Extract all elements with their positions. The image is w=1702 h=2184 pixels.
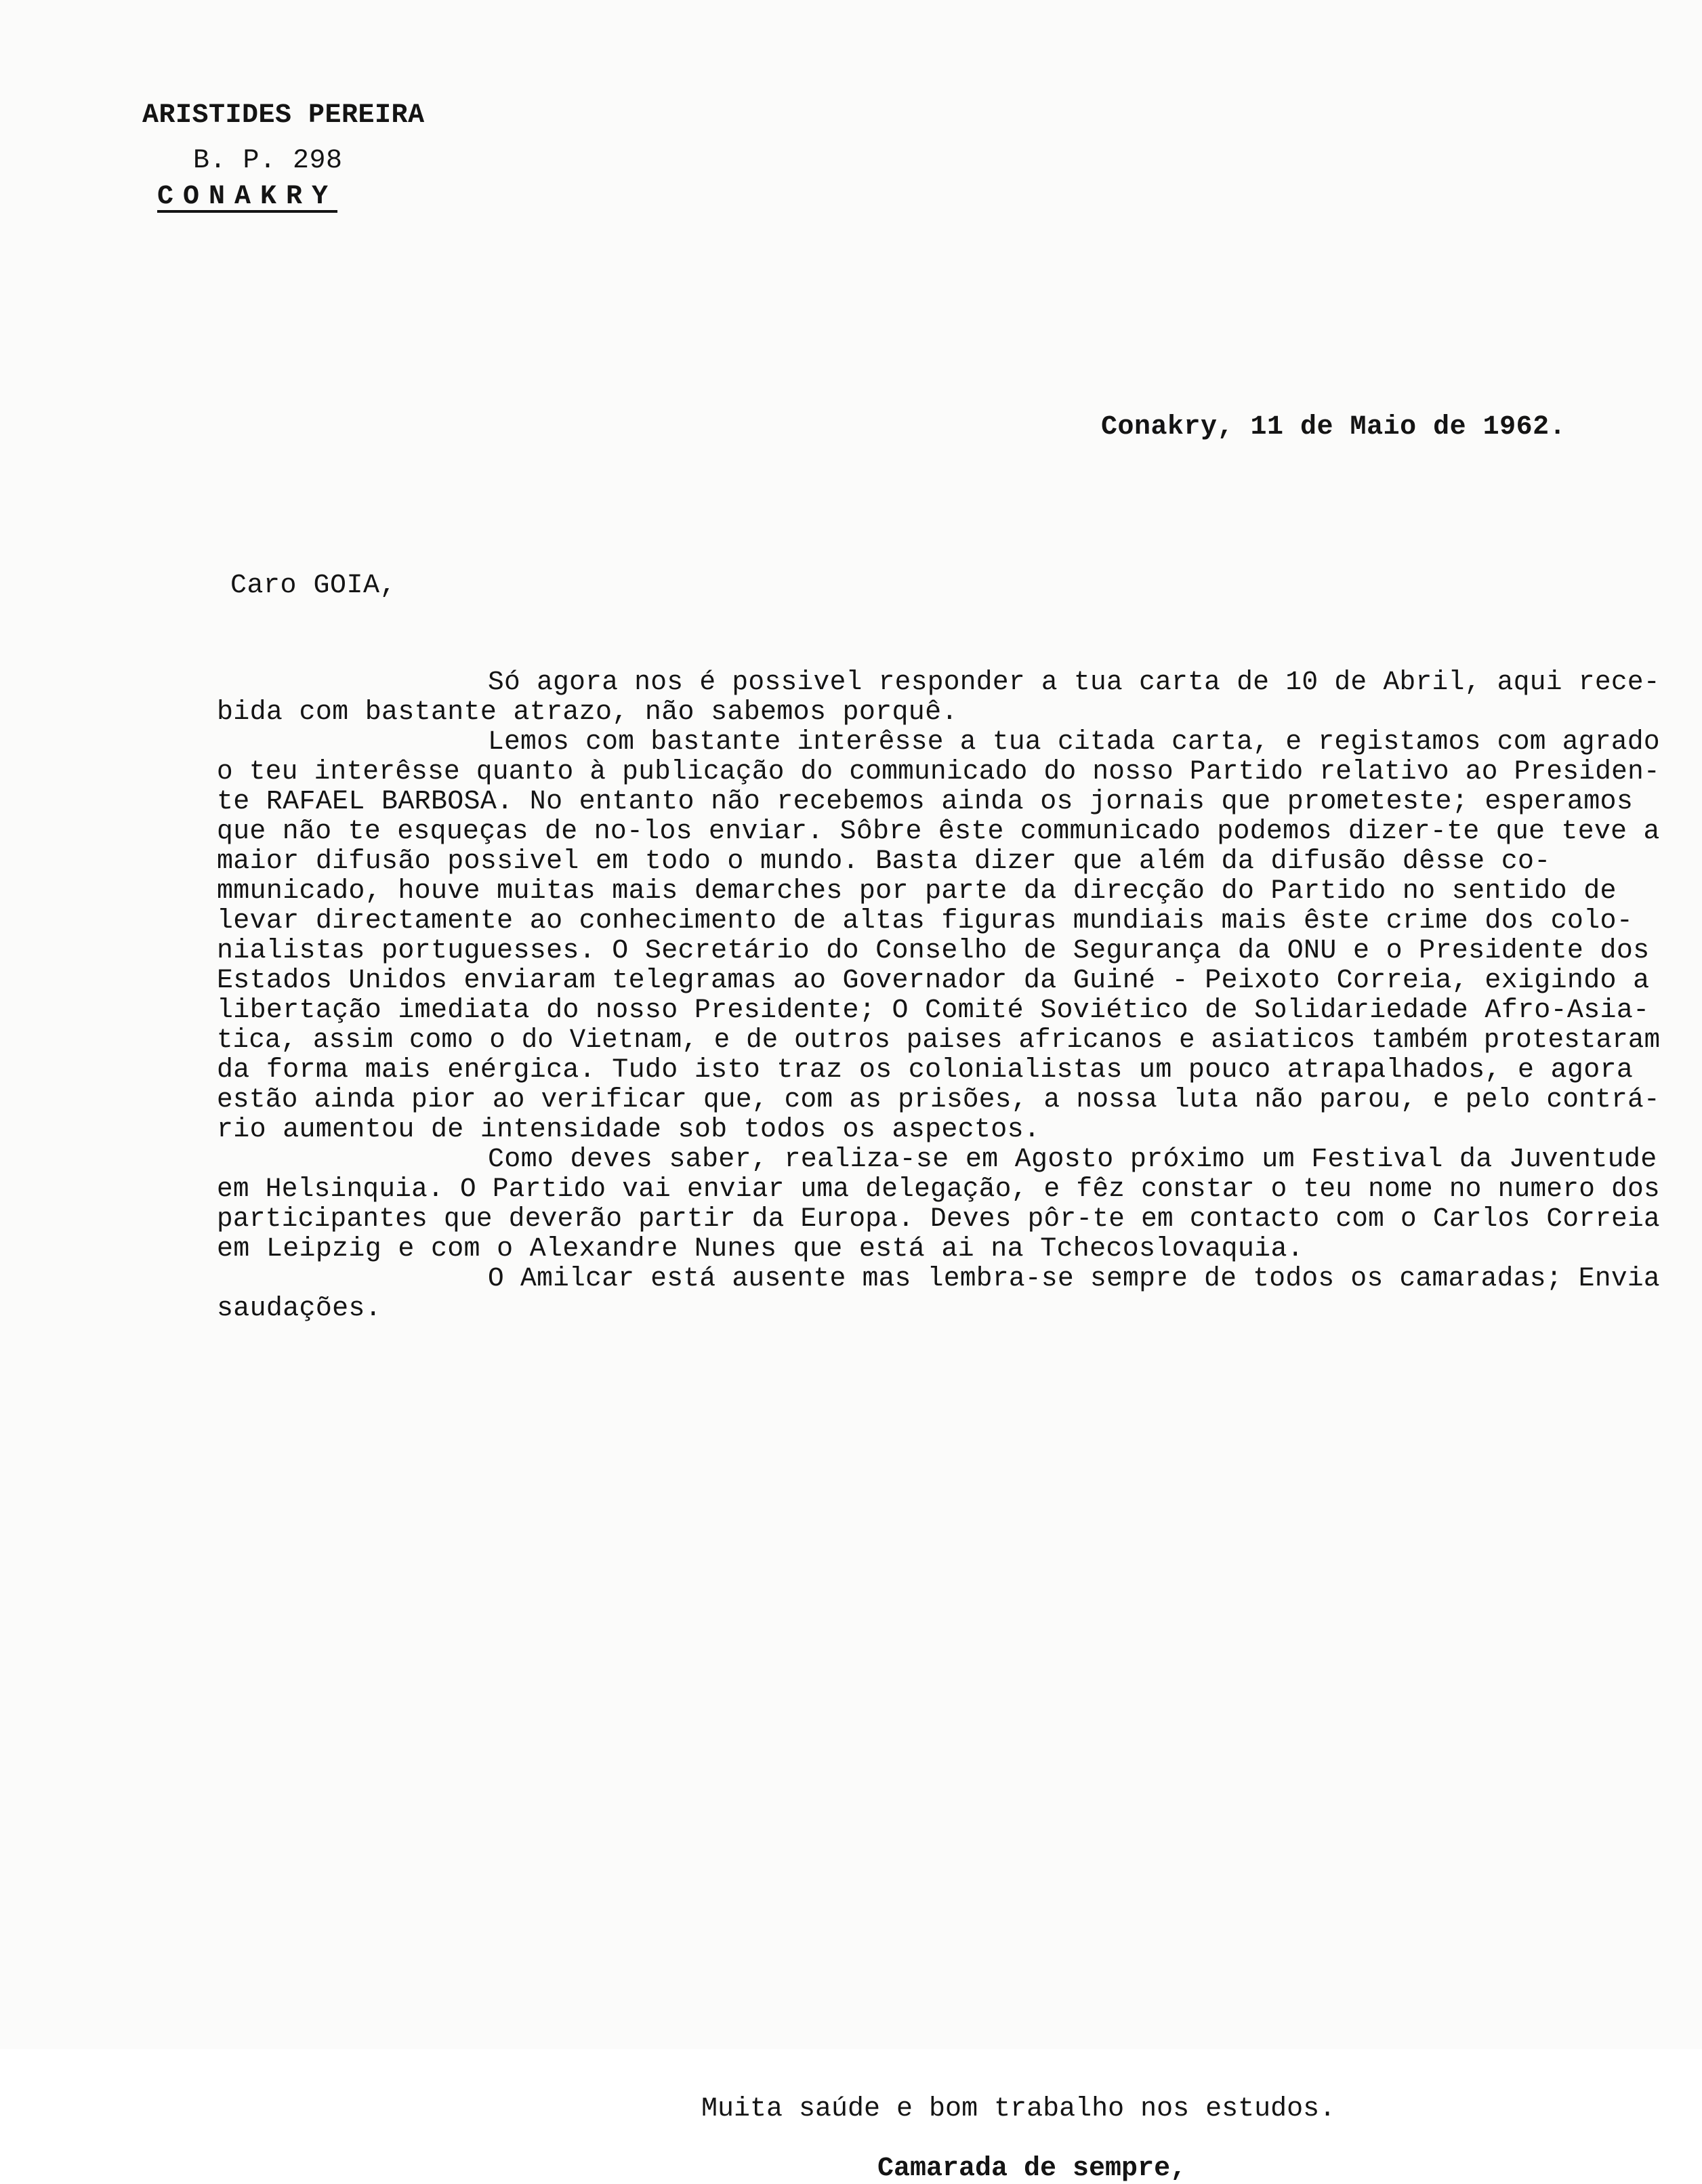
body-line: nialistas portuguesses. O Secretário do Conselho de Segurança da ONU e o Presidente dos [217,936,1650,966]
body-line: que não te esqueças de no-los enviar. Sôbre êste communicado podemos dizer-te que teve a [217,817,1660,847]
body-line: bida com bastante atrazo, não sabemos porquê. [217,697,958,728]
closing-signoff: Camarada de sempre, [877,2154,1187,2184]
body-line: participantes que deverão partir da Europa. Deves pôr-te em contacto com o Carlos Correia [217,1204,1660,1235]
body-line: libertação imediata do nosso Presidente; O Comité Soviético de Solidariedade Afro-Asia- [217,995,1650,1026]
sender-po-box: B. P. 298 [193,146,343,176]
body-line: saudações. [217,1294,382,1324]
body-line: em Leipzig e com o Alexandre Nunes que está ai na Tchecoslovaquia. [217,1234,1304,1264]
body-line: Estados Unidos enviaram telegramas ao Governador da Guiné - Peixoto Correia, exigindo a [217,966,1650,996]
body-line: tica, assim como o do Vietnam, e de outros paises africanos e asiaticos também protestaram [217,1025,1661,1056]
body-line: estão ainda pior ao verificar que, com as prisões, a nossa luta não parou, e pelo contrá- [217,1085,1660,1115]
sender-city: CONAKRY [157,182,338,212]
body-line: da forma mais enérgica. Tudo isto traz os colonialistas um pouco atrapalhados, e agora [217,1055,1634,1086]
body-line: Como deves saber, realiza-se em Agosto próximo um Festival da Juventude [488,1145,1657,1175]
closing-wish: Muita saúde e bom trabalho nos estudos. [701,2094,1336,2124]
body-line: o teu interêsse quanto à publicação do communicado do nosso Partido relativo ao Presiden- [217,757,1660,787]
body-line: mmunicado, houve muitas mais demarches por parte da direcção do Partido no sentido de [217,876,1617,907]
body-line: O Amilcar está ausente mas lembra-se sempre de todos os camaradas; Envia [488,1264,1660,1294]
body-line: em Helsinquia. O Partido vai enviar uma delegação, e fêz constar o teu nome no numero dos [217,1174,1660,1205]
body-line: Lemos com bastante interêsse a tua citada carta, e registamos com agrado [488,727,1660,758]
body-line: rio aumentou de intensidade sob todos os aspectos. [217,1115,1041,1145]
body-line: Só agora nos é possivel responder a tua carta de 10 de Abril, aqui rece- [488,667,1660,698]
body-line: levar directamente ao conhecimento de altas figuras mundiais mais êste crime dos colo- [217,906,1634,936]
body-line: te RAFAEL BARBOSA. No entanto não recebemos ainda os jornais que prometeste; esperamos [217,787,1634,817]
sender-name: ARISTIDES PEREIRA [142,100,425,131]
salutation: Caro GOIA, [230,571,397,601]
body-line: maior difusão possivel em todo o mundo. Basta dizer que além da difusão dêsse co- [217,846,1551,877]
date-line: Conakry, 11 de Maio de 1962. [1101,412,1566,442]
